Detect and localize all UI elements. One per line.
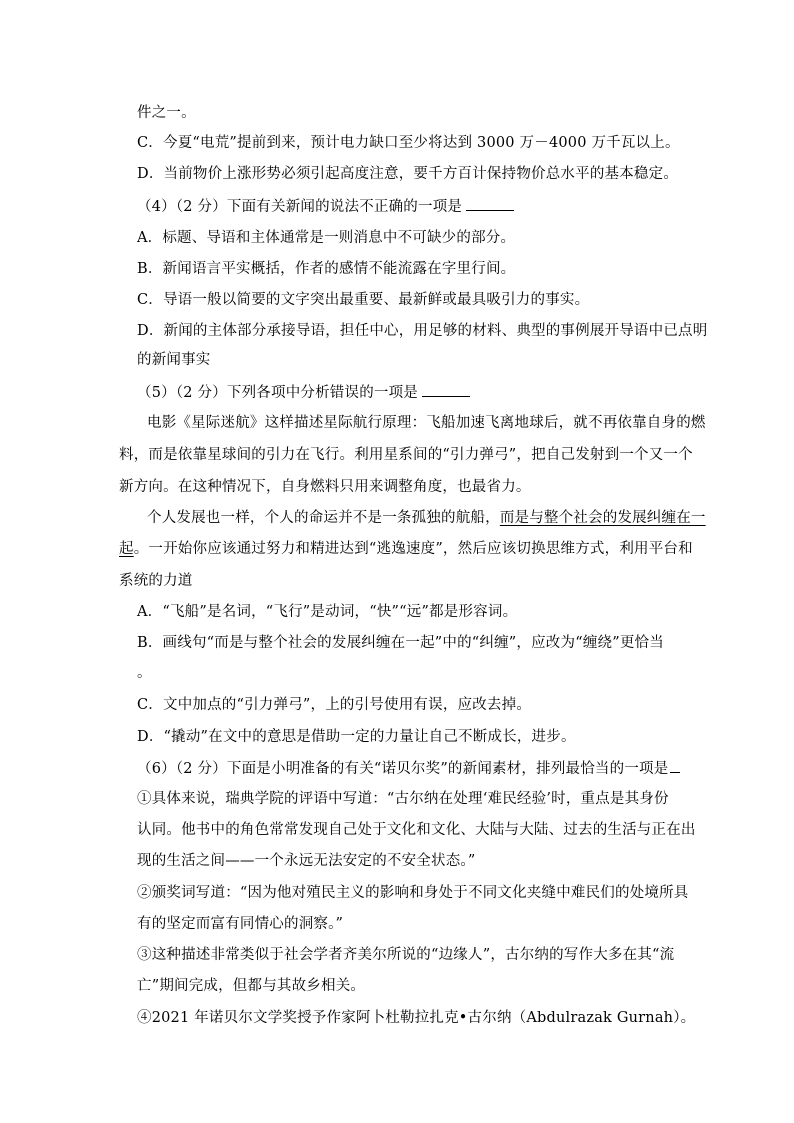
underlined-sentence-part1: 而是与整个社会的发展纠缠在一 bbox=[499, 510, 706, 526]
passage-p2-rest: 。一开始你应该通过努力和精进达到“逃逸速度”，然后应该切换思维方式，利用平台和 bbox=[133, 541, 693, 557]
question-5-text: （5）（2 分）下列各项中分析错误的一项是 bbox=[137, 385, 419, 401]
option-c-q4: C．导语一般以简要的文字突出最重要、最新鲜或最具吸引力的事实。 bbox=[137, 292, 590, 308]
option-b-q5-line2: 。 bbox=[137, 665, 152, 681]
question-6 bbox=[137, 758, 680, 779]
passage-p1-line2: 料，而是依靠星球间的引力在飞行。利用星系间的“引力弹弓”，把自己发射到一个又一个 bbox=[119, 447, 693, 463]
passage-p2-line1 bbox=[147, 508, 706, 528]
question-4-text: （4）（2 分）下面有关新闻的说法不正确的一项是 bbox=[137, 199, 463, 215]
item-1-line1: ①具体来说，瑞典学院的评语中写道：“古尔纳在处理‘难民经验’时，重点是其身份 bbox=[137, 791, 669, 807]
item-3-line2: 亡”期间完成，但都与其故乡相关。 bbox=[137, 978, 366, 994]
option-d-q4-line1: D．新闻的主体部分承接导语，担任中心，用足够的材料、典型的事例展开导语中已点明 bbox=[137, 323, 708, 339]
item-1-line2: 认同。他书中的角色常常发现自己处于文化和文化、大陆与大陆、过去的生活与正在出 bbox=[137, 822, 696, 838]
underlined-sentence-part2: 起 bbox=[119, 541, 134, 557]
option-b-q4: B．新闻语言平实概括，作者的感情不能流露在字里行间。 bbox=[137, 261, 516, 277]
item-3-line1: ③这种描述非常类似于社会学者齐美尔所说的“边缘人”，古尔纳的写作大多在其“流 bbox=[137, 947, 675, 963]
answer-blank-q5[interactable] bbox=[422, 382, 470, 397]
passage-p2-plain: 个人发展也一样，个人的命运并不是一条孤独的航船， bbox=[147, 510, 500, 526]
answer-blank-q6[interactable] bbox=[670, 758, 680, 773]
option-a-q5: A．“飞船”是名词，“飞行”是动词，“快”“远”都是形容词。 bbox=[137, 604, 518, 620]
passage-p2-line2 bbox=[119, 539, 693, 559]
option-c-q5: C．文中加点的“引力弹弓”，上的引号使用有误，应改去掉。 bbox=[137, 697, 532, 713]
text-line-continuation: 件之一。 bbox=[137, 105, 196, 121]
item-4: ④2021 年诺贝尔文学奖授予作家阿卜杜勒拉扎克•古尔纳（Abdulrazak Gurnah）。 bbox=[137, 1010, 696, 1026]
option-b-q5-line1: B．画线句“而是与整个社会的发展纠缠在一起”中的“纠缠”，应改为“缠绕”更恰当 bbox=[137, 635, 664, 651]
option-d-q3: D．当前物价上涨形势必须引起高度注意，要千方百计保持物价总水平的基本稳定。 bbox=[137, 166, 679, 182]
option-c-q3: C．今夏“电荒”提前到来，预计电力缺口至少将达到 3000 万－4000 万千瓦以上。 bbox=[137, 135, 680, 151]
passage-p1-line1: 电影《星际迷航》这样描述星际航行原理：飞船加速飞离地球后，就不再依靠自身的燃 bbox=[147, 415, 706, 431]
question-6-text: （6）（2 分）下面是小明准备的有关“诺贝尔奖”的新闻素材，排列最恰当的一项是 bbox=[137, 761, 669, 777]
item-1-line3: 现的生活之间——一个永远无法安定的不安全状态。” bbox=[137, 853, 476, 869]
item-2-line2: 有的坚定而富有同情心的洞察。” bbox=[137, 916, 344, 932]
item-2-line1: ②颁奖词写道：“因为他对殖民主义的影响和身处于不同文化夹缝中难民们的处境所具 bbox=[137, 885, 689, 901]
question-5 bbox=[137, 382, 470, 403]
answer-blank-q4[interactable] bbox=[466, 196, 514, 211]
passage-p2-line3: 系统的力道 bbox=[119, 573, 193, 589]
option-a-q4: A．标题、导语和主体通常是一则消息中不可缺少的部分。 bbox=[137, 230, 516, 246]
option-d-q4-line2: 的新闻事实 bbox=[137, 352, 211, 368]
question-4 bbox=[137, 196, 514, 217]
option-d-q5: D．“撬动”在文中的意思是借助一定的力量让自己不断成长，进步。 bbox=[137, 729, 576, 745]
passage-p1-line3: 新方向。在这种情况下，自身燃料只用来调整角度，也最省力。 bbox=[119, 479, 531, 495]
